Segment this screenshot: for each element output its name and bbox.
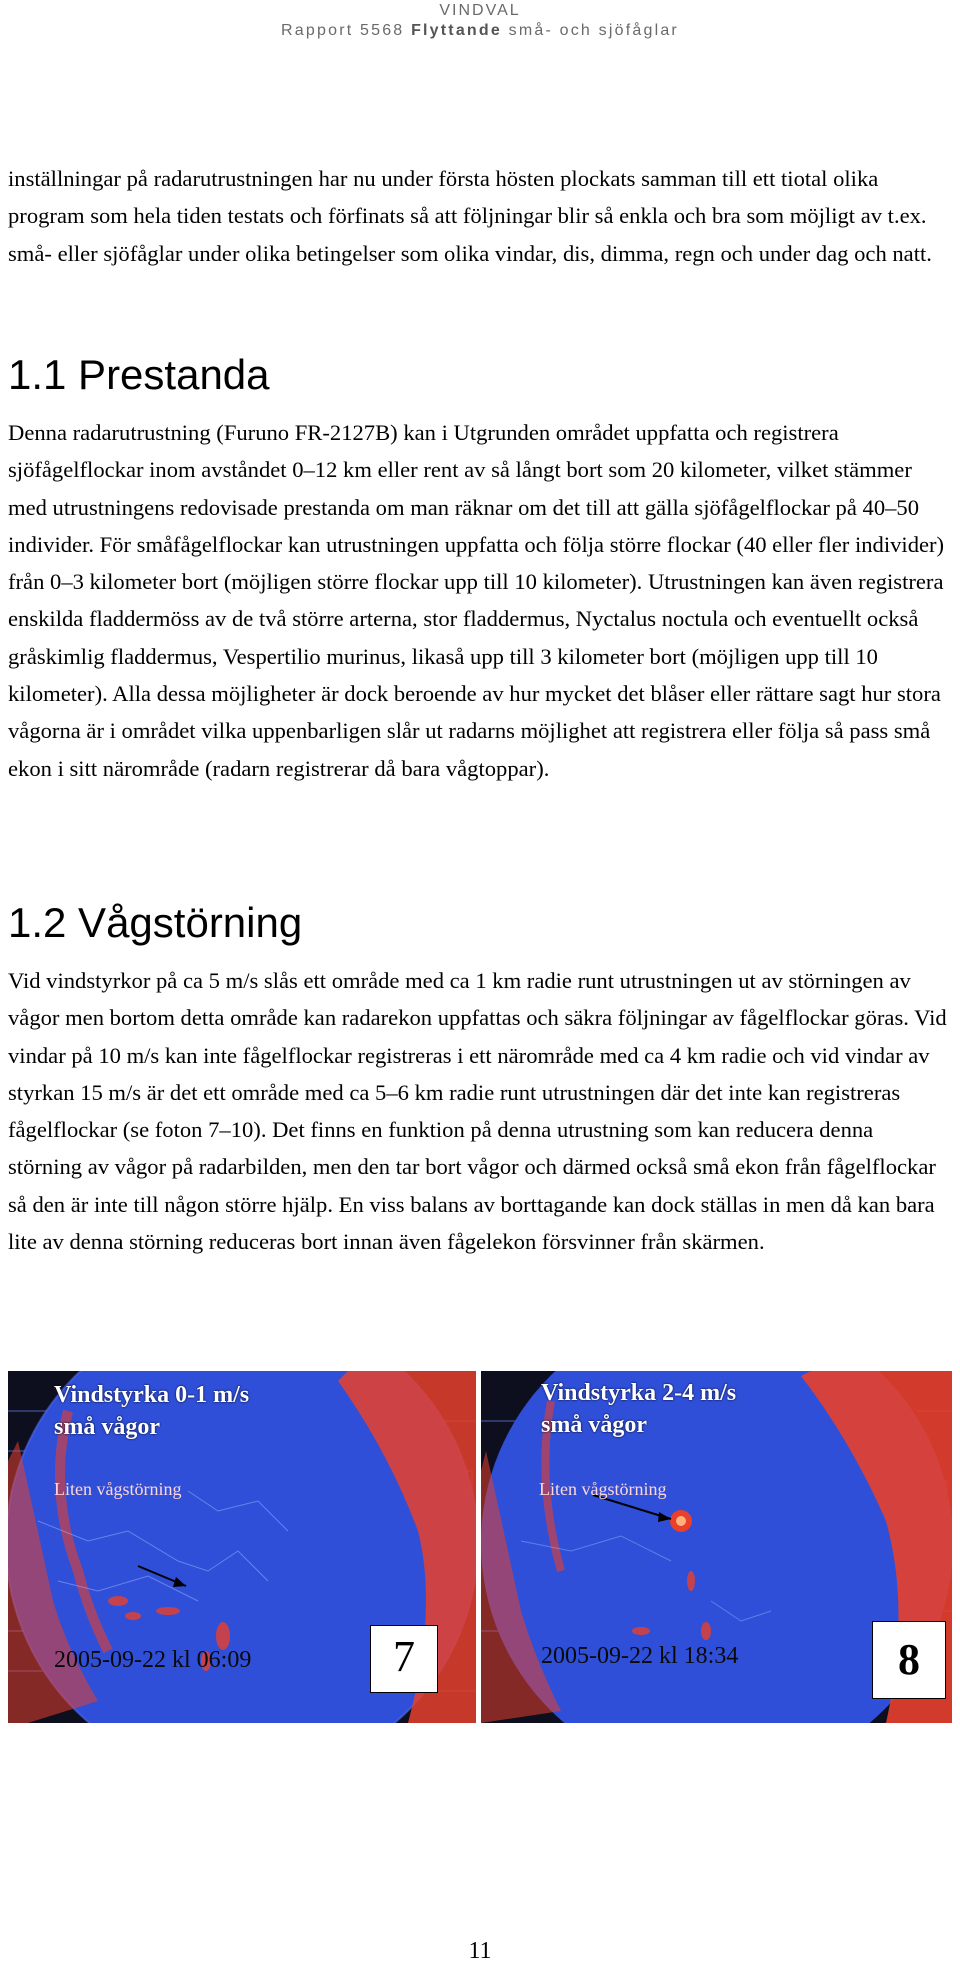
photo-number: 8 bbox=[872, 1621, 946, 1699]
section-heading-vagstorning: 1.2 Vågstörning bbox=[8, 899, 303, 946]
radar-photo-7 bbox=[8, 1371, 476, 1723]
photo-timestamp: 2005-09-22 kl 06:09 bbox=[54, 1647, 252, 1673]
photo-caption: Vindstyrka 2-4 m/s små vågor bbox=[541, 1380, 737, 1438]
photo-note: Liten vågstörning bbox=[54, 1479, 182, 1499]
vagstorning-paragraph: Vid vindstyrkor på ca 5 m/s slås ett område med ca 1 km radie runt utrustningen ut av störningen av vågor men bortom detta område kan radarekon uppfattas och säkra följningar av fågelflockar göras. Vid vindar på 10 m/s kan inte fågelflockar registreras i ett närområde med ca 4 km radie och vid vindar av styrkan 15 m/s är det ett område med ca 5–6 km radie runt utrustningen där det inte kan registreras fågelflockar (se foton 7–10). Det finns en funktion på denna utrustning som kan reducera denna störning av vågor på radarbilden, men den tar bort vågor och därmed också små ekon från fågelflockar så den är inte till någon större hjälp. En viss balans av borttagande kan dock ställas in men då kan bara lite av denna störning reduceras bort innan även fågelekon försvinner från skärmen. bbox=[8, 968, 947, 1255]
intro-paragraph: inställningar på radarutrustningen har nu under första hösten plockats samman till ett tiotal olika program som hela tiden testats och förfinats så att följningar blir så enkla och bra som möjligt av t.ex. små- eller sjöfåglar under olika betingelser som olika vindar, dis, dimma, regn och under dag och natt. bbox=[8, 166, 932, 266]
photo-caption: Vindstyrka 0-1 m/s små vågor bbox=[54, 1382, 250, 1440]
radar-photo-8 bbox=[481, 1371, 952, 1723]
prestanda-paragraph: Denna radarutrustning (Furuno FR-2127B) kan i Utgrunden området uppfatta och registrera sjöfågelflockar inom avståndet 0–12 km eller rent av så långt bort som 20 kilometer, vilket stämmer med utrustningens redovisade prestanda om man räknar om det till att gälla sjöfågelflockar på 40–50 individer. För småfågelflockar kan utrustningen uppfatta och följa större flockar (40 eller fler individer) från 0–3 kilometer bort (möjligen större flockar upp till 10 kilometer). Utrustningen kan även registrera enskilda fladdermöss av de två större arterna, stor fladdermus, Nyctalus noctula och eventuellt också gråskimlig fladdermus, Vespertilio murinus, likaså upp till 3 kilometer bort (möjligen upp till 10 kilometer). Alla dessa möjligheter är dock beroende av hur mycket det blåser eller rättare sagt hur stora vågorna är i området vilka uppenbarligen slår ut radarns möjlighet att registrera eller följa så pass små ekon i sitt närområde (radarn registrerar då bara vågtoppar). bbox=[8, 420, 945, 781]
page-number: 11 bbox=[468, 1938, 492, 1964]
photo-note: Liten vågstörning bbox=[539, 1479, 667, 1499]
header-title: VINDVAL bbox=[439, 2, 521, 19]
photo-number: 7 bbox=[370, 1625, 438, 1693]
header-subtitle: Rapport 5568 Flyttande små- och sjöfåglar bbox=[281, 22, 679, 39]
photo-timestamp: 2005-09-22 kl 18:34 bbox=[541, 1643, 739, 1669]
section-heading-prestanda: 1.1 Prestanda bbox=[8, 351, 270, 398]
